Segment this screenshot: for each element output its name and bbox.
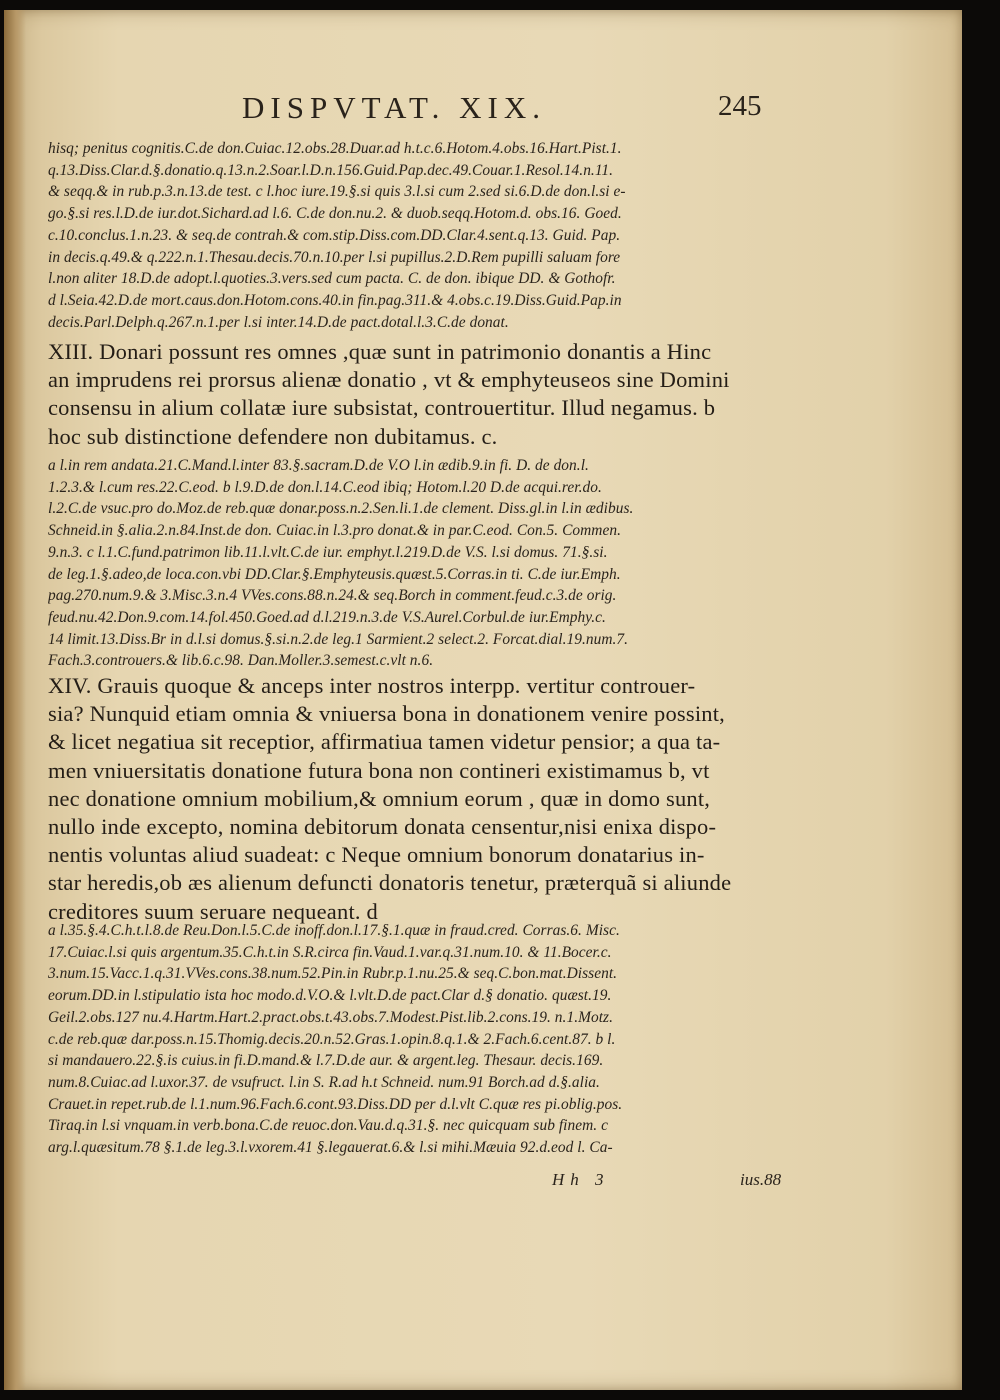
body-line: nentis voluntas aliud suadeat: c Neque omnium bonorum donatarius in- bbox=[48, 842, 705, 868]
note-line: in decis.q.49.& q.222.n.1.Thesau.decis.70.n.10.per l.si pupillus.2.D.Rem pupilli saluam fore bbox=[48, 248, 621, 266]
note-line: c.de reb.quæ dar.poss.n.15.Thomig.decis.20.n.52.Gras.1.opin.8.q.1.& 2.Fach.6.cent.87. b l. bbox=[48, 1030, 616, 1048]
note-line: 3.num.15.Vacc.1.q.31.VVes.cons.38.num.52.Pin.in Rubr.p.1.nu.25.& seq.C.bon.mat.Dissent. bbox=[48, 965, 618, 983]
note-line: Schneid.in §.alia.2.n.84.Inst.de don. Cuiac.in l.3.pro donat.& in par.C.eod. Con.5. Commen. bbox=[48, 522, 621, 540]
note-line: 17.Cuiac.l.si quis argentum.35.C.h.t.in S.R.circa fin.Vaud.1.var.q.31.num.10. & 11.Bocer.c. bbox=[48, 943, 612, 961]
note-line: 14 limit.13.Diss.Br in d.l.si domus.§.si.n.2.de leg.1 Sarmient.2 select.2. Forcat.dial.19.num.7. bbox=[48, 630, 629, 648]
note-line: arg.l.quæsitum.78 §.1.de leg.3.l.vxorem.41 §.legauerat.6.& l.si mihi.Mæuia 92.d.eod l. Ca- bbox=[48, 1139, 613, 1157]
note-line: Crauet.in repet.rub.de l.1.num.96.Fach.6.cont.93.Diss.DD per d.l.vlt C.quæ res pi.oblig.pos. bbox=[48, 1095, 623, 1113]
page-gutter bbox=[4, 10, 26, 1390]
body-line: & licet negatiua sit receptior, affirmatiua tamen videtur pensior; a qua ta- bbox=[48, 729, 721, 755]
body-line: XIII. Donari possunt res omnes ,quæ sunt in patrimonio donantis a Hinc bbox=[48, 339, 712, 364]
body-line: star heredis,ob æs alienum defuncti donatoris tenetur, præterquã si aliunde bbox=[48, 870, 732, 896]
body-line: an imprudens rei prorsus alienæ donatio , vt & emphyteuseos sine Domini bbox=[48, 367, 730, 393]
note-line: si mandauero.22.§.is cuius.in fi.D.mand.& l.7.D.de aur. & argent.leg. Thesaur. decis.169. bbox=[48, 1052, 604, 1070]
body-line: consensu in alium collatæ iure subsistat, controuertitur. Illud negamus. b bbox=[48, 395, 716, 421]
note-line: & seqq.& in rub.p.3.n.13.de test. c l.hoc iure.19.§.si quis 3.l.si cum 2.sed si.6.D.de don.l.si e- bbox=[48, 183, 626, 201]
note-line: num.8.Cuiac.ad l.uxor.37. de vsufruct. l.in S. R.ad h.t Schneid. num.91 Borch.ad d.§.alia. bbox=[48, 1073, 600, 1091]
paragraph-xiv bbox=[48, 672, 808, 926]
note-line: Tiraq.in l.si vnquam.in verb.bona.C.de reuoc.don.Vau.d.q.31.§. nec quicquam sub finem. c bbox=[48, 1117, 608, 1135]
body-line: nec donatione omnium mobilium,& omnium eorum , quæ in domo sunt, bbox=[48, 785, 711, 811]
note-line: pag.270.num.9.& 3.Misc.3.n.4 VVes.cons.88.n.24.& seq.Borch in comment.feud.c.3.de orig. bbox=[48, 587, 617, 605]
note-line: hisq; penitus cognitis.C.de don.Cuiac.12.obs.28.Duar.ad h.t.c.6.Hotom.4.obs.16.Hart.Pist.1. bbox=[48, 140, 622, 157]
body-line: men vniuersitatis donatione futura bona non contineri existimamus b, vt bbox=[48, 757, 710, 783]
note-line: 1.2.3.& l.cum res.22.C.eod. b l.9.D.de don.l.14.C.eod ibiq; Hotom.l.20 D.de acqui.rer.do. bbox=[48, 478, 602, 496]
note-line: feud.nu.42.Don.9.com.14.fol.450.Goed.ad d.l.219.n.3.de V.S.Aurel.Corbul.de iur.Emphy.c. bbox=[48, 608, 606, 626]
note-line: go.§.si res.l.D.de iur.dot.Sichard.ad l.6. C.de don.nu.2. & duob.seqq.Hotom.d. obs.16. Goed. bbox=[48, 205, 622, 223]
running-head: DISPVTAT. XIX. bbox=[242, 90, 546, 125]
note-line: Geil.2.obs.127 nu.4.Hartm.Hart.2.pract.obs.t.43.obs.7.Modest.Pist.lib.2.cons.19. n.1.Motz. bbox=[48, 1008, 613, 1026]
body-line: XIV. Grauis quoque & anceps inter nostros interpp. vertitur controuer- bbox=[48, 673, 696, 698]
paragraph-xiii bbox=[48, 338, 808, 451]
note-line: eorum.DD.in l.stipulatio ista hoc modo.d.V.O.& l.vlt.D.de pact.Clar d.§ donatio. quæst.19. bbox=[48, 987, 612, 1005]
body-line: sia? Nunquid etiam omnia & vniuersa bona in donationem venire possint, bbox=[48, 701, 725, 727]
note-line: a l.35.§.4.C.h.t.l.8.de Reu.Don.l.5.C.de inoff.don.l.17.§.1.quæ in fraud.cred. Corras.6. Misc. bbox=[48, 922, 620, 939]
note-line: decis.Parl.Delph.q.267.n.1.per l.si inter.14.D.de pact.dotal.l.3.C.de donat. bbox=[48, 313, 509, 331]
book-page bbox=[4, 10, 962, 1390]
note-line: a l.in rem andata.21.C.Mand.l.inter 83.§.sacram.D.de V.O l.in ædib.9.in fi. D. de don.l. bbox=[48, 457, 589, 474]
note-line: l.non aliter 18.D.de adopt.l.quoties.3.vers.sed cum pacta. C. de don. ibique DD. & Gothofr. bbox=[48, 270, 616, 288]
note-line: de leg.1.§.adeo,de loca.con.vbi DD.Clar.§.Emphyteusis.quæst.5.Corras.in ti. C.de iur.Emph. bbox=[48, 565, 621, 583]
catchword: ius.88 bbox=[740, 1170, 782, 1189]
note-line: c.10.conclus.1.n.23. & seq.de contrah.& com.stip.Diss.com.DD.Clar.4.sent.q.13. Guid. Pap. bbox=[48, 226, 621, 244]
footnote-block-middle bbox=[48, 455, 808, 672]
body-line: nullo inde excepto, nomina debitorum donata censentur,nisi enixa dispo- bbox=[48, 814, 717, 840]
page-number: 245 bbox=[718, 90, 762, 122]
note-line: d l.Seia.42.D.de mort.caus.don.Hotom.cons.40.in fin.pag.311.& 4.obs.c.19.Diss.Guid.Pap.in bbox=[48, 291, 622, 309]
note-line: q.13.Diss.Clar.d.§.donatio.q.13.n.2.Soar.l.D.n.156.Guid.Pap.dec.49.Couar.1.Resol.14.n.11. bbox=[48, 161, 614, 179]
body-line: creditores suum seruare nequeant. d bbox=[48, 898, 378, 924]
note-line: Fach.3.controuers.& lib.6.c.98. Dan.Moller.3.semest.c.vlt n.6. bbox=[48, 652, 434, 670]
footnote-block-top bbox=[48, 138, 808, 333]
note-line: 9.n.3. c l.1.C.fund.patrimon lib.11.l.vlt.C.de iur. emphyt.l.219.D.de V.S. l.si domus. 71.§.si. bbox=[48, 543, 608, 561]
footnote-block-bottom bbox=[48, 920, 808, 1159]
note-line: l.2.C.de vsuc.pro do.Moz.de reb.quæ donar.poss.n.2.Sen.li.1.de clement. Diss.gl.in l.in ædibus. bbox=[48, 500, 634, 518]
body-line: hoc sub distinctione defendere non dubitamus. c. bbox=[48, 423, 498, 449]
signature-mark: Hh 3 bbox=[552, 1170, 610, 1189]
